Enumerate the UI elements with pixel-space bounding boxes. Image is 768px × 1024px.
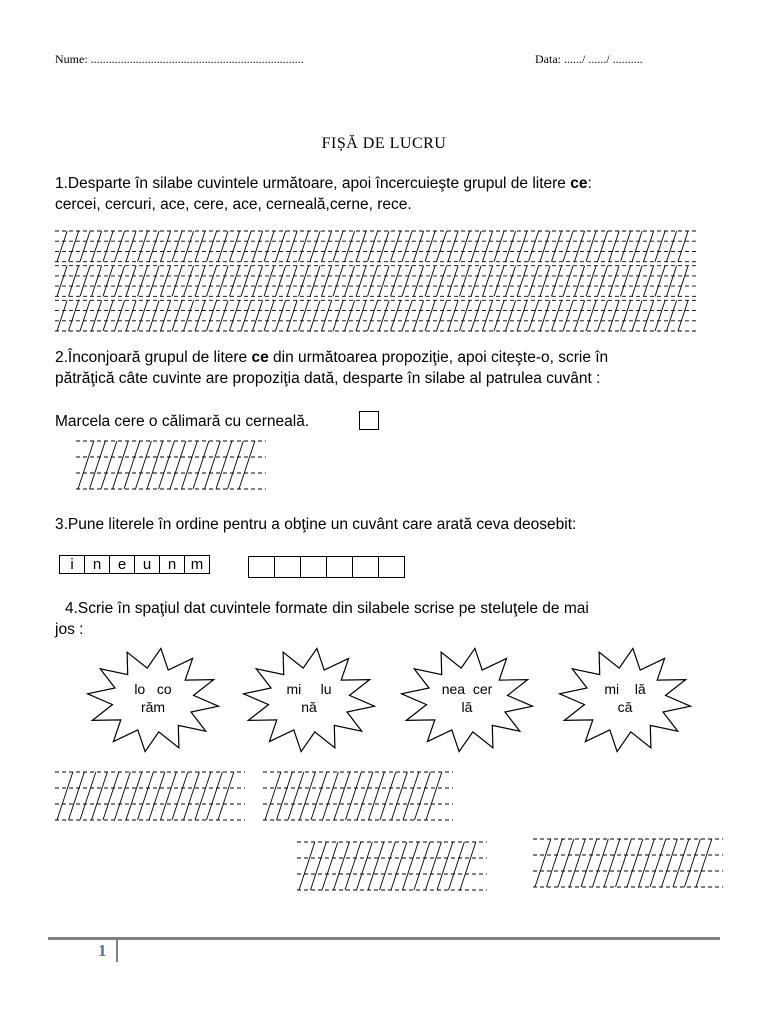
exercise-1-colon: :: [587, 175, 592, 192]
star-syllables-line2: lă: [461, 699, 473, 715]
answer-cell[interactable]: [300, 556, 327, 578]
answer-cell[interactable]: [248, 556, 275, 578]
answer-boxes: [249, 556, 405, 578]
star-syllables-line1: lo co: [134, 681, 172, 697]
handwriting-lines-word-1: [55, 770, 245, 822]
exercise-2-text-cont: din următoarea propoziţie, apoi citeşte-o, scrie în: [268, 349, 609, 366]
exercise-1-word-list: cercei, cercuri, ace, cere, ace, cerneală,cerne, rece.: [55, 196, 412, 213]
letter-cell: n: [84, 555, 110, 574]
exercise-1-text: 1.Desparte în silabe cuvintele următoare, apoi încercuieşte grupul de litere: [55, 175, 571, 192]
handwriting-lines-word-4: [533, 837, 723, 889]
scrambled-letters: [60, 555, 210, 574]
syllable-star-1: [84, 645, 222, 755]
star-syllables-line1: nea cer: [441, 681, 493, 697]
star-syllables-line2: că: [617, 699, 633, 715]
exercise-4-instruction-line2: jos :: [55, 621, 84, 638]
word-count-box[interactable]: [359, 411, 379, 430]
syllable-star-4: [556, 645, 694, 755]
handwriting-lines-word-2: [263, 770, 453, 822]
letter-cell: n: [159, 555, 185, 574]
handwriting-lines-word-3: [297, 840, 487, 892]
handwriting-lines-ex2: [76, 439, 266, 491]
answer-cell[interactable]: [352, 556, 379, 578]
exercise-4-instruction: 4.Scrie în spaţiul dat cuvintele formate din silabele scrise pe steluţele de mai: [65, 600, 589, 617]
star-syllables-line2: nă: [301, 699, 317, 715]
star-syllables-line1: mi lă: [604, 681, 646, 697]
exercise-2-instruction: [55, 347, 608, 368]
page-number: 1: [98, 941, 107, 960]
answer-cell[interactable]: [378, 556, 405, 578]
letter-cell: m: [184, 555, 210, 574]
star-syllables-line2: răm: [140, 699, 166, 715]
exercise-2-instruction-line2: pătrăţică câte cuvinte are propoziţia dată, desparte în silabe al patrulea cuvânt :: [55, 370, 601, 387]
page-title: FIȘĂ DE LUCRU: [321, 135, 447, 152]
syllable-star-2: [240, 645, 378, 755]
letter-cell: e: [109, 555, 135, 574]
exercise-3-instruction: 3.Pune literele în ordine pentru a obţine un cuvânt care arată ceva deosebit:: [55, 516, 577, 533]
answer-cell[interactable]: [274, 556, 301, 578]
exercise-2-sentence: Marcela cere o călimară cu cerneală.: [55, 413, 310, 430]
name-field-label: Nume: .......................................................................: [55, 52, 304, 66]
handwriting-lines-ex1: [55, 229, 697, 333]
exercise-1-bold-group: ce: [570, 175, 588, 192]
exercise-2-text: 2.Înconjoară grupul de litere: [55, 349, 252, 366]
syllable-star-3: [398, 645, 536, 755]
exercise-2-bold-group: ce: [251, 349, 269, 366]
footer-tick: [116, 940, 118, 962]
exercise-1-instruction: [55, 173, 592, 194]
star-syllables-line1: mi lu: [286, 681, 332, 697]
letter-cell: u: [134, 555, 160, 574]
date-field-label: Data: ....../ ....../ ..........: [535, 52, 643, 66]
letter-cell: i: [59, 555, 85, 574]
footer-rule: [48, 937, 720, 940]
answer-cell[interactable]: [326, 556, 353, 578]
